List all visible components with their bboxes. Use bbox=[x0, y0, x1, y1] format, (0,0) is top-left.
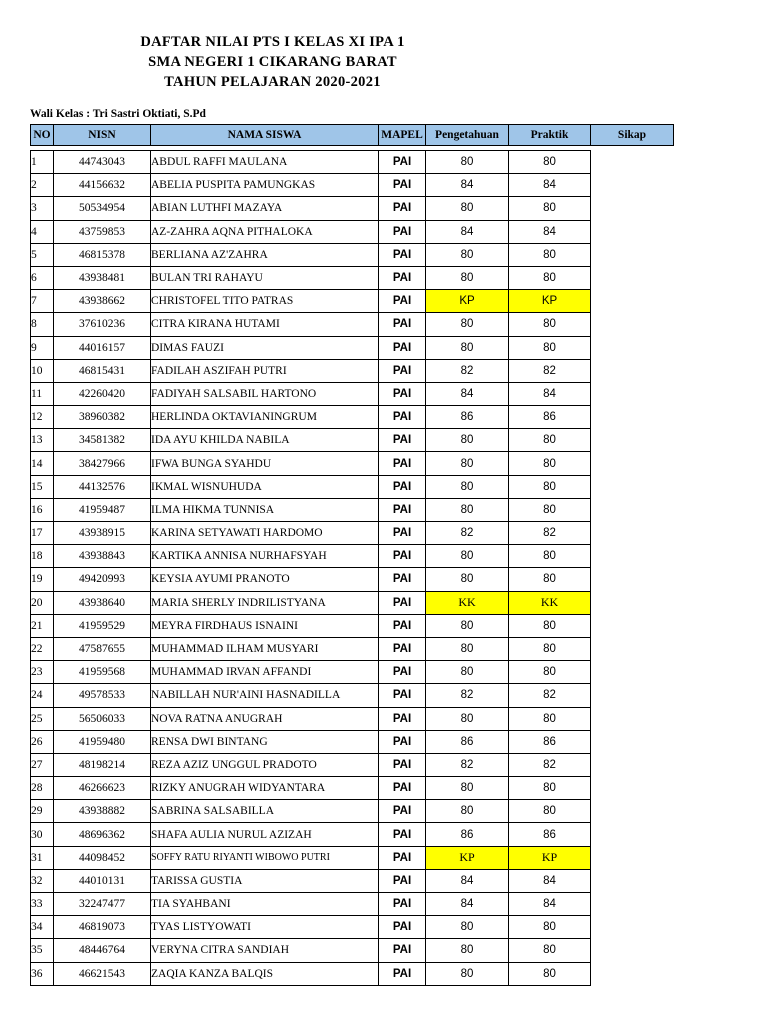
row-pengetahuan: 84 bbox=[426, 382, 509, 405]
row-praktik: 82 bbox=[509, 522, 591, 545]
row-mapel: PAI bbox=[379, 452, 426, 475]
row-pengetahuan: 82 bbox=[426, 684, 509, 707]
row-praktik: 82 bbox=[509, 753, 591, 776]
table-row bbox=[31, 174, 674, 197]
row-no: 10 bbox=[31, 359, 54, 382]
row-nisn: 48696362 bbox=[54, 823, 151, 846]
row-pengetahuan: 80 bbox=[426, 777, 509, 800]
row-pengetahuan: 80 bbox=[426, 313, 509, 336]
row-mapel: PAI bbox=[379, 823, 426, 846]
row-pengetahuan: 80 bbox=[426, 452, 509, 475]
row-no: 6 bbox=[31, 266, 54, 289]
row-praktik: 80 bbox=[509, 498, 591, 521]
row-mapel: PAI bbox=[379, 916, 426, 939]
row-nisn: 41959568 bbox=[54, 661, 151, 684]
row-mapel: PAI bbox=[379, 707, 426, 730]
table-header-row bbox=[31, 125, 674, 146]
table-row bbox=[31, 197, 674, 220]
row-praktik: 84 bbox=[509, 174, 591, 197]
row-nama: ABDUL RAFFI MAULANA bbox=[151, 151, 379, 174]
row-pengetahuan: 84 bbox=[426, 174, 509, 197]
row-mapel: PAI bbox=[379, 151, 426, 174]
col-header-sikap: Sikap bbox=[591, 125, 674, 146]
row-no: 18 bbox=[31, 545, 54, 568]
row-mapel: PAI bbox=[379, 800, 426, 823]
table-row bbox=[31, 661, 674, 684]
row-mapel: PAI bbox=[379, 614, 426, 637]
row-mapel: PAI bbox=[379, 290, 426, 313]
title-line-2: SMA NEGERI 1 CIKARANG BARAT bbox=[148, 54, 397, 70]
row-praktik: 84 bbox=[509, 869, 591, 892]
row-no: 16 bbox=[31, 498, 54, 521]
row-praktik: KP bbox=[509, 290, 591, 313]
row-nama: FADIYAH SALSABIL HARTONO bbox=[151, 382, 379, 405]
row-mapel: PAI bbox=[379, 359, 426, 382]
row-praktik: 84 bbox=[509, 382, 591, 405]
row-pengetahuan: 80 bbox=[426, 661, 509, 684]
table-row bbox=[31, 614, 674, 637]
row-praktik: 80 bbox=[509, 962, 591, 985]
row-praktik: 80 bbox=[509, 939, 591, 962]
row-mapel: PAI bbox=[379, 313, 426, 336]
row-no: 3 bbox=[31, 197, 54, 220]
table-row bbox=[31, 916, 674, 939]
table-row bbox=[31, 336, 674, 359]
row-nama: BERLIANA AZ'ZAHRA bbox=[151, 243, 379, 266]
row-pengetahuan: 84 bbox=[426, 869, 509, 892]
row-praktik: 80 bbox=[509, 916, 591, 939]
row-praktik: 84 bbox=[509, 893, 591, 916]
row-nama: BULAN TRI RAHAYU bbox=[151, 266, 379, 289]
row-nisn: 49578533 bbox=[54, 684, 151, 707]
table-row bbox=[31, 359, 674, 382]
table-row bbox=[31, 939, 674, 962]
row-nisn: 48198214 bbox=[54, 753, 151, 776]
row-nisn: 43938882 bbox=[54, 800, 151, 823]
row-praktik: KK bbox=[509, 591, 591, 614]
row-nisn: 38960382 bbox=[54, 406, 151, 429]
row-pengetahuan: 80 bbox=[426, 800, 509, 823]
row-nisn: 41959487 bbox=[54, 498, 151, 521]
row-pengetahuan: 80 bbox=[426, 197, 509, 220]
grades-table bbox=[30, 124, 674, 986]
row-nisn: 43759853 bbox=[54, 220, 151, 243]
row-nama: MUHAMMAD IRVAN AFFANDI bbox=[151, 661, 379, 684]
row-nama: SHAFA AULIA NURUL AZIZAH bbox=[151, 823, 379, 846]
row-nisn: 44098452 bbox=[54, 846, 151, 869]
table-row bbox=[31, 869, 674, 892]
row-no: 24 bbox=[31, 684, 54, 707]
table-row bbox=[31, 800, 674, 823]
table-row bbox=[31, 475, 674, 498]
table-row bbox=[31, 591, 674, 614]
row-pengetahuan: 80 bbox=[426, 962, 509, 985]
row-mapel: PAI bbox=[379, 266, 426, 289]
row-pengetahuan: 84 bbox=[426, 220, 509, 243]
row-no: 15 bbox=[31, 475, 54, 498]
row-mapel: PAI bbox=[379, 939, 426, 962]
row-mapel: PAI bbox=[379, 568, 426, 591]
row-praktik: 80 bbox=[509, 777, 591, 800]
row-nama: HERLINDA OKTAVIANINGRUM bbox=[151, 406, 379, 429]
row-nisn: 41959529 bbox=[54, 614, 151, 637]
row-no: 33 bbox=[31, 893, 54, 916]
row-nisn: 43938662 bbox=[54, 290, 151, 313]
row-no: 2 bbox=[31, 174, 54, 197]
row-praktik: KP bbox=[509, 846, 591, 869]
table-row bbox=[31, 637, 674, 660]
row-nama: TARISSA GUSTIA bbox=[151, 869, 379, 892]
row-nisn: 44010131 bbox=[54, 869, 151, 892]
document-title bbox=[0, 32, 545, 92]
row-mapel: PAI bbox=[379, 429, 426, 452]
row-nama: CHRISTOFEL TITO PATRAS bbox=[151, 290, 379, 313]
row-nisn: 50534954 bbox=[54, 197, 151, 220]
row-mapel: PAI bbox=[379, 498, 426, 521]
row-pengetahuan: 86 bbox=[426, 823, 509, 846]
row-mapel: PAI bbox=[379, 545, 426, 568]
row-nama: ABIAN LUTHFI MAZAYA bbox=[151, 197, 379, 220]
row-no: 31 bbox=[31, 846, 54, 869]
row-nisn: 38427966 bbox=[54, 452, 151, 475]
col-header-nisn: NISN bbox=[54, 125, 151, 146]
row-no: 12 bbox=[31, 406, 54, 429]
title-line-1: DAFTAR NILAI PTS I KELAS XI IPA 1 bbox=[140, 34, 405, 50]
row-praktik: 80 bbox=[509, 313, 591, 336]
row-mapel: PAI bbox=[379, 846, 426, 869]
row-nisn: 49420993 bbox=[54, 568, 151, 591]
row-praktik: 80 bbox=[509, 336, 591, 359]
row-praktik: 80 bbox=[509, 429, 591, 452]
table-row bbox=[31, 777, 674, 800]
row-mapel: PAI bbox=[379, 893, 426, 916]
table-row bbox=[31, 382, 674, 405]
table-row bbox=[31, 522, 674, 545]
table-row bbox=[31, 753, 674, 776]
row-pengetahuan: 80 bbox=[426, 429, 509, 452]
row-nisn: 46621543 bbox=[54, 962, 151, 985]
row-mapel: PAI bbox=[379, 475, 426, 498]
row-pengetahuan: 84 bbox=[426, 893, 509, 916]
table-row bbox=[31, 220, 674, 243]
row-no: 25 bbox=[31, 707, 54, 730]
row-mapel: PAI bbox=[379, 637, 426, 660]
table-row bbox=[31, 452, 674, 475]
row-nisn: 44743043 bbox=[54, 151, 151, 174]
col-header-no: NO bbox=[31, 125, 54, 146]
table-row bbox=[31, 545, 674, 568]
table-row bbox=[31, 730, 674, 753]
row-pengetahuan: 86 bbox=[426, 730, 509, 753]
row-nama: IDA AYU KHILDA NABILA bbox=[151, 429, 379, 452]
row-nisn: 46815378 bbox=[54, 243, 151, 266]
col-header-mapel: MAPEL bbox=[379, 125, 426, 146]
row-nama: RENSA DWI BINTANG bbox=[151, 730, 379, 753]
table-row bbox=[31, 684, 674, 707]
table-row bbox=[31, 568, 674, 591]
row-praktik: 80 bbox=[509, 452, 591, 475]
row-pengetahuan: 80 bbox=[426, 939, 509, 962]
row-nisn: 43938481 bbox=[54, 266, 151, 289]
row-no: 14 bbox=[31, 452, 54, 475]
row-nisn: 43938915 bbox=[54, 522, 151, 545]
row-no: 29 bbox=[31, 800, 54, 823]
row-no: 8 bbox=[31, 313, 54, 336]
table-row bbox=[31, 429, 674, 452]
row-nama: IFWA BUNGA SYAHDU bbox=[151, 452, 379, 475]
row-pengetahuan: 80 bbox=[426, 266, 509, 289]
row-mapel: PAI bbox=[379, 336, 426, 359]
table-row bbox=[31, 846, 674, 869]
row-nama: KARTIKA ANNISA NURHAFSYAH bbox=[151, 545, 379, 568]
row-nisn: 46815431 bbox=[54, 359, 151, 382]
row-nisn: 47587655 bbox=[54, 637, 151, 660]
row-mapel: PAI bbox=[379, 962, 426, 985]
row-mapel: PAI bbox=[379, 197, 426, 220]
row-mapel: PAI bbox=[379, 730, 426, 753]
row-nama: AZ-ZAHRA AQNA PITHALOKA bbox=[151, 220, 379, 243]
row-mapel: PAI bbox=[379, 753, 426, 776]
row-praktik: 80 bbox=[509, 661, 591, 684]
col-header-praktik: Praktik bbox=[509, 125, 591, 146]
row-nama: DIMAS FAUZI bbox=[151, 336, 379, 359]
row-mapel: PAI bbox=[379, 661, 426, 684]
row-praktik: 80 bbox=[509, 151, 591, 174]
col-header-nama: NAMA SISWA bbox=[151, 125, 379, 146]
row-nisn: 41959480 bbox=[54, 730, 151, 753]
row-no: 13 bbox=[31, 429, 54, 452]
row-no: 26 bbox=[31, 730, 54, 753]
table-row bbox=[31, 266, 674, 289]
row-pengetahuan: 80 bbox=[426, 916, 509, 939]
row-mapel: PAI bbox=[379, 522, 426, 545]
row-nama: KARINA SETYAWATI HARDOMO bbox=[151, 522, 379, 545]
row-mapel: PAI bbox=[379, 220, 426, 243]
row-nama: MUHAMMAD ILHAM MUSYARI bbox=[151, 637, 379, 660]
row-praktik: 80 bbox=[509, 197, 591, 220]
row-pengetahuan: 80 bbox=[426, 151, 509, 174]
row-no: 17 bbox=[31, 522, 54, 545]
row-praktik: 80 bbox=[509, 568, 591, 591]
row-nama: MARIA SHERLY INDRILISTYANA bbox=[151, 591, 379, 614]
row-mapel: PAI bbox=[379, 869, 426, 892]
table-row bbox=[31, 290, 674, 313]
row-pengetahuan: KK bbox=[426, 591, 509, 614]
row-pengetahuan: 80 bbox=[426, 707, 509, 730]
row-praktik: 86 bbox=[509, 730, 591, 753]
row-praktik: 86 bbox=[509, 406, 591, 429]
row-mapel: PAI bbox=[379, 591, 426, 614]
row-nisn: 42260420 bbox=[54, 382, 151, 405]
row-nisn: 46819073 bbox=[54, 916, 151, 939]
row-praktik: 86 bbox=[509, 823, 591, 846]
row-no: 27 bbox=[31, 753, 54, 776]
row-nama: IKMAL WISNUHUDA bbox=[151, 475, 379, 498]
row-mapel: PAI bbox=[379, 243, 426, 266]
row-no: 19 bbox=[31, 568, 54, 591]
row-praktik: 84 bbox=[509, 220, 591, 243]
row-no: 30 bbox=[31, 823, 54, 846]
row-mapel: PAI bbox=[379, 382, 426, 405]
row-nama: ILMA HIKMA TUNNISA bbox=[151, 498, 379, 521]
row-nisn: 37610236 bbox=[54, 313, 151, 336]
row-no: 4 bbox=[31, 220, 54, 243]
row-nisn: 46266623 bbox=[54, 777, 151, 800]
row-praktik: 80 bbox=[509, 266, 591, 289]
table-row bbox=[31, 962, 674, 985]
row-pengetahuan: 80 bbox=[426, 336, 509, 359]
row-nama: REZA AZIZ UNGGUL PRADOTO bbox=[151, 753, 379, 776]
row-nama: RIZKY ANUGRAH WIDYANTARA bbox=[151, 777, 379, 800]
row-pengetahuan: 82 bbox=[426, 359, 509, 382]
table-row bbox=[31, 151, 674, 174]
row-no: 35 bbox=[31, 939, 54, 962]
title-line-3: TAHUN PELAJARAN 2020-2021 bbox=[164, 74, 381, 90]
row-nisn: 34581382 bbox=[54, 429, 151, 452]
table-row bbox=[31, 243, 674, 266]
table-row bbox=[31, 498, 674, 521]
table-body bbox=[31, 146, 674, 986]
col-header-pengetahuan: Pengetahuan bbox=[426, 125, 509, 146]
row-mapel: PAI bbox=[379, 684, 426, 707]
table-row bbox=[31, 406, 674, 429]
row-pengetahuan: 82 bbox=[426, 522, 509, 545]
row-nisn: 43938640 bbox=[54, 591, 151, 614]
row-praktik: 80 bbox=[509, 707, 591, 730]
row-no: 5 bbox=[31, 243, 54, 266]
row-no: 1 bbox=[31, 151, 54, 174]
row-nisn: 48446764 bbox=[54, 939, 151, 962]
row-no: 21 bbox=[31, 614, 54, 637]
row-pengetahuan: 80 bbox=[426, 498, 509, 521]
row-pengetahuan: 80 bbox=[426, 243, 509, 266]
table-row bbox=[31, 707, 674, 730]
table-row bbox=[31, 893, 674, 916]
row-nama: SABRINA SALSABILLA bbox=[151, 800, 379, 823]
row-pengetahuan: 82 bbox=[426, 753, 509, 776]
row-mapel: PAI bbox=[379, 406, 426, 429]
row-nama: CITRA KIRANA HUTAMI bbox=[151, 313, 379, 336]
row-praktik: 80 bbox=[509, 475, 591, 498]
row-no: 23 bbox=[31, 661, 54, 684]
row-pengetahuan: 80 bbox=[426, 545, 509, 568]
row-nama: TIA SYAHBANI bbox=[151, 893, 379, 916]
row-no: 28 bbox=[31, 777, 54, 800]
row-no: 20 bbox=[31, 591, 54, 614]
row-mapel: PAI bbox=[379, 777, 426, 800]
row-praktik: 80 bbox=[509, 243, 591, 266]
row-praktik: 80 bbox=[509, 545, 591, 568]
row-praktik: 80 bbox=[509, 614, 591, 637]
table-row bbox=[31, 823, 674, 846]
row-praktik: 80 bbox=[509, 637, 591, 660]
row-nama: ABELIA PUSPITA PAMUNGKAS bbox=[151, 174, 379, 197]
row-pengetahuan: 80 bbox=[426, 568, 509, 591]
row-nama: VERYNA CITRA SANDIAH bbox=[151, 939, 379, 962]
row-no: 32 bbox=[31, 869, 54, 892]
row-nama: FADILAH ASZIFAH PUTRI bbox=[151, 359, 379, 382]
row-nama: ZAQIA KANZA BALQIS bbox=[151, 962, 379, 985]
row-nama: SOFFY RATU RIYANTI WIBOWO PUTRI bbox=[151, 846, 379, 869]
row-pengetahuan: 86 bbox=[426, 406, 509, 429]
row-nisn: 44016157 bbox=[54, 336, 151, 359]
row-no: 34 bbox=[31, 916, 54, 939]
row-praktik: 80 bbox=[509, 800, 591, 823]
row-nama: MEYRA FIRDHAUS ISNAINI bbox=[151, 614, 379, 637]
row-no: 11 bbox=[31, 382, 54, 405]
homeroom-teacher: Wali Kelas : Tri Sastri Oktiati, S.Pd bbox=[30, 108, 206, 120]
row-pengetahuan: KP bbox=[426, 846, 509, 869]
row-nama: NABILLAH NUR'AINI HASNADILLA bbox=[151, 684, 379, 707]
row-pengetahuan: KP bbox=[426, 290, 509, 313]
row-pengetahuan: 80 bbox=[426, 614, 509, 637]
row-pengetahuan: 80 bbox=[426, 475, 509, 498]
row-mapel: PAI bbox=[379, 174, 426, 197]
row-nisn: 43938843 bbox=[54, 545, 151, 568]
row-nama: NOVA RATNA ANUGRAH bbox=[151, 707, 379, 730]
row-no: 9 bbox=[31, 336, 54, 359]
row-nisn: 44156632 bbox=[54, 174, 151, 197]
row-no: 36 bbox=[31, 962, 54, 985]
table-row bbox=[31, 313, 674, 336]
row-nisn: 44132576 bbox=[54, 475, 151, 498]
row-nama: TYAS LISTYOWATI bbox=[151, 916, 379, 939]
row-nisn: 56506033 bbox=[54, 707, 151, 730]
row-pengetahuan: 80 bbox=[426, 637, 509, 660]
row-no: 22 bbox=[31, 637, 54, 660]
row-no: 7 bbox=[31, 290, 54, 313]
row-nama: KEYSIA AYUMI PRANOTO bbox=[151, 568, 379, 591]
row-praktik: 82 bbox=[509, 359, 591, 382]
row-nisn: 32247477 bbox=[54, 893, 151, 916]
row-praktik: 82 bbox=[509, 684, 591, 707]
